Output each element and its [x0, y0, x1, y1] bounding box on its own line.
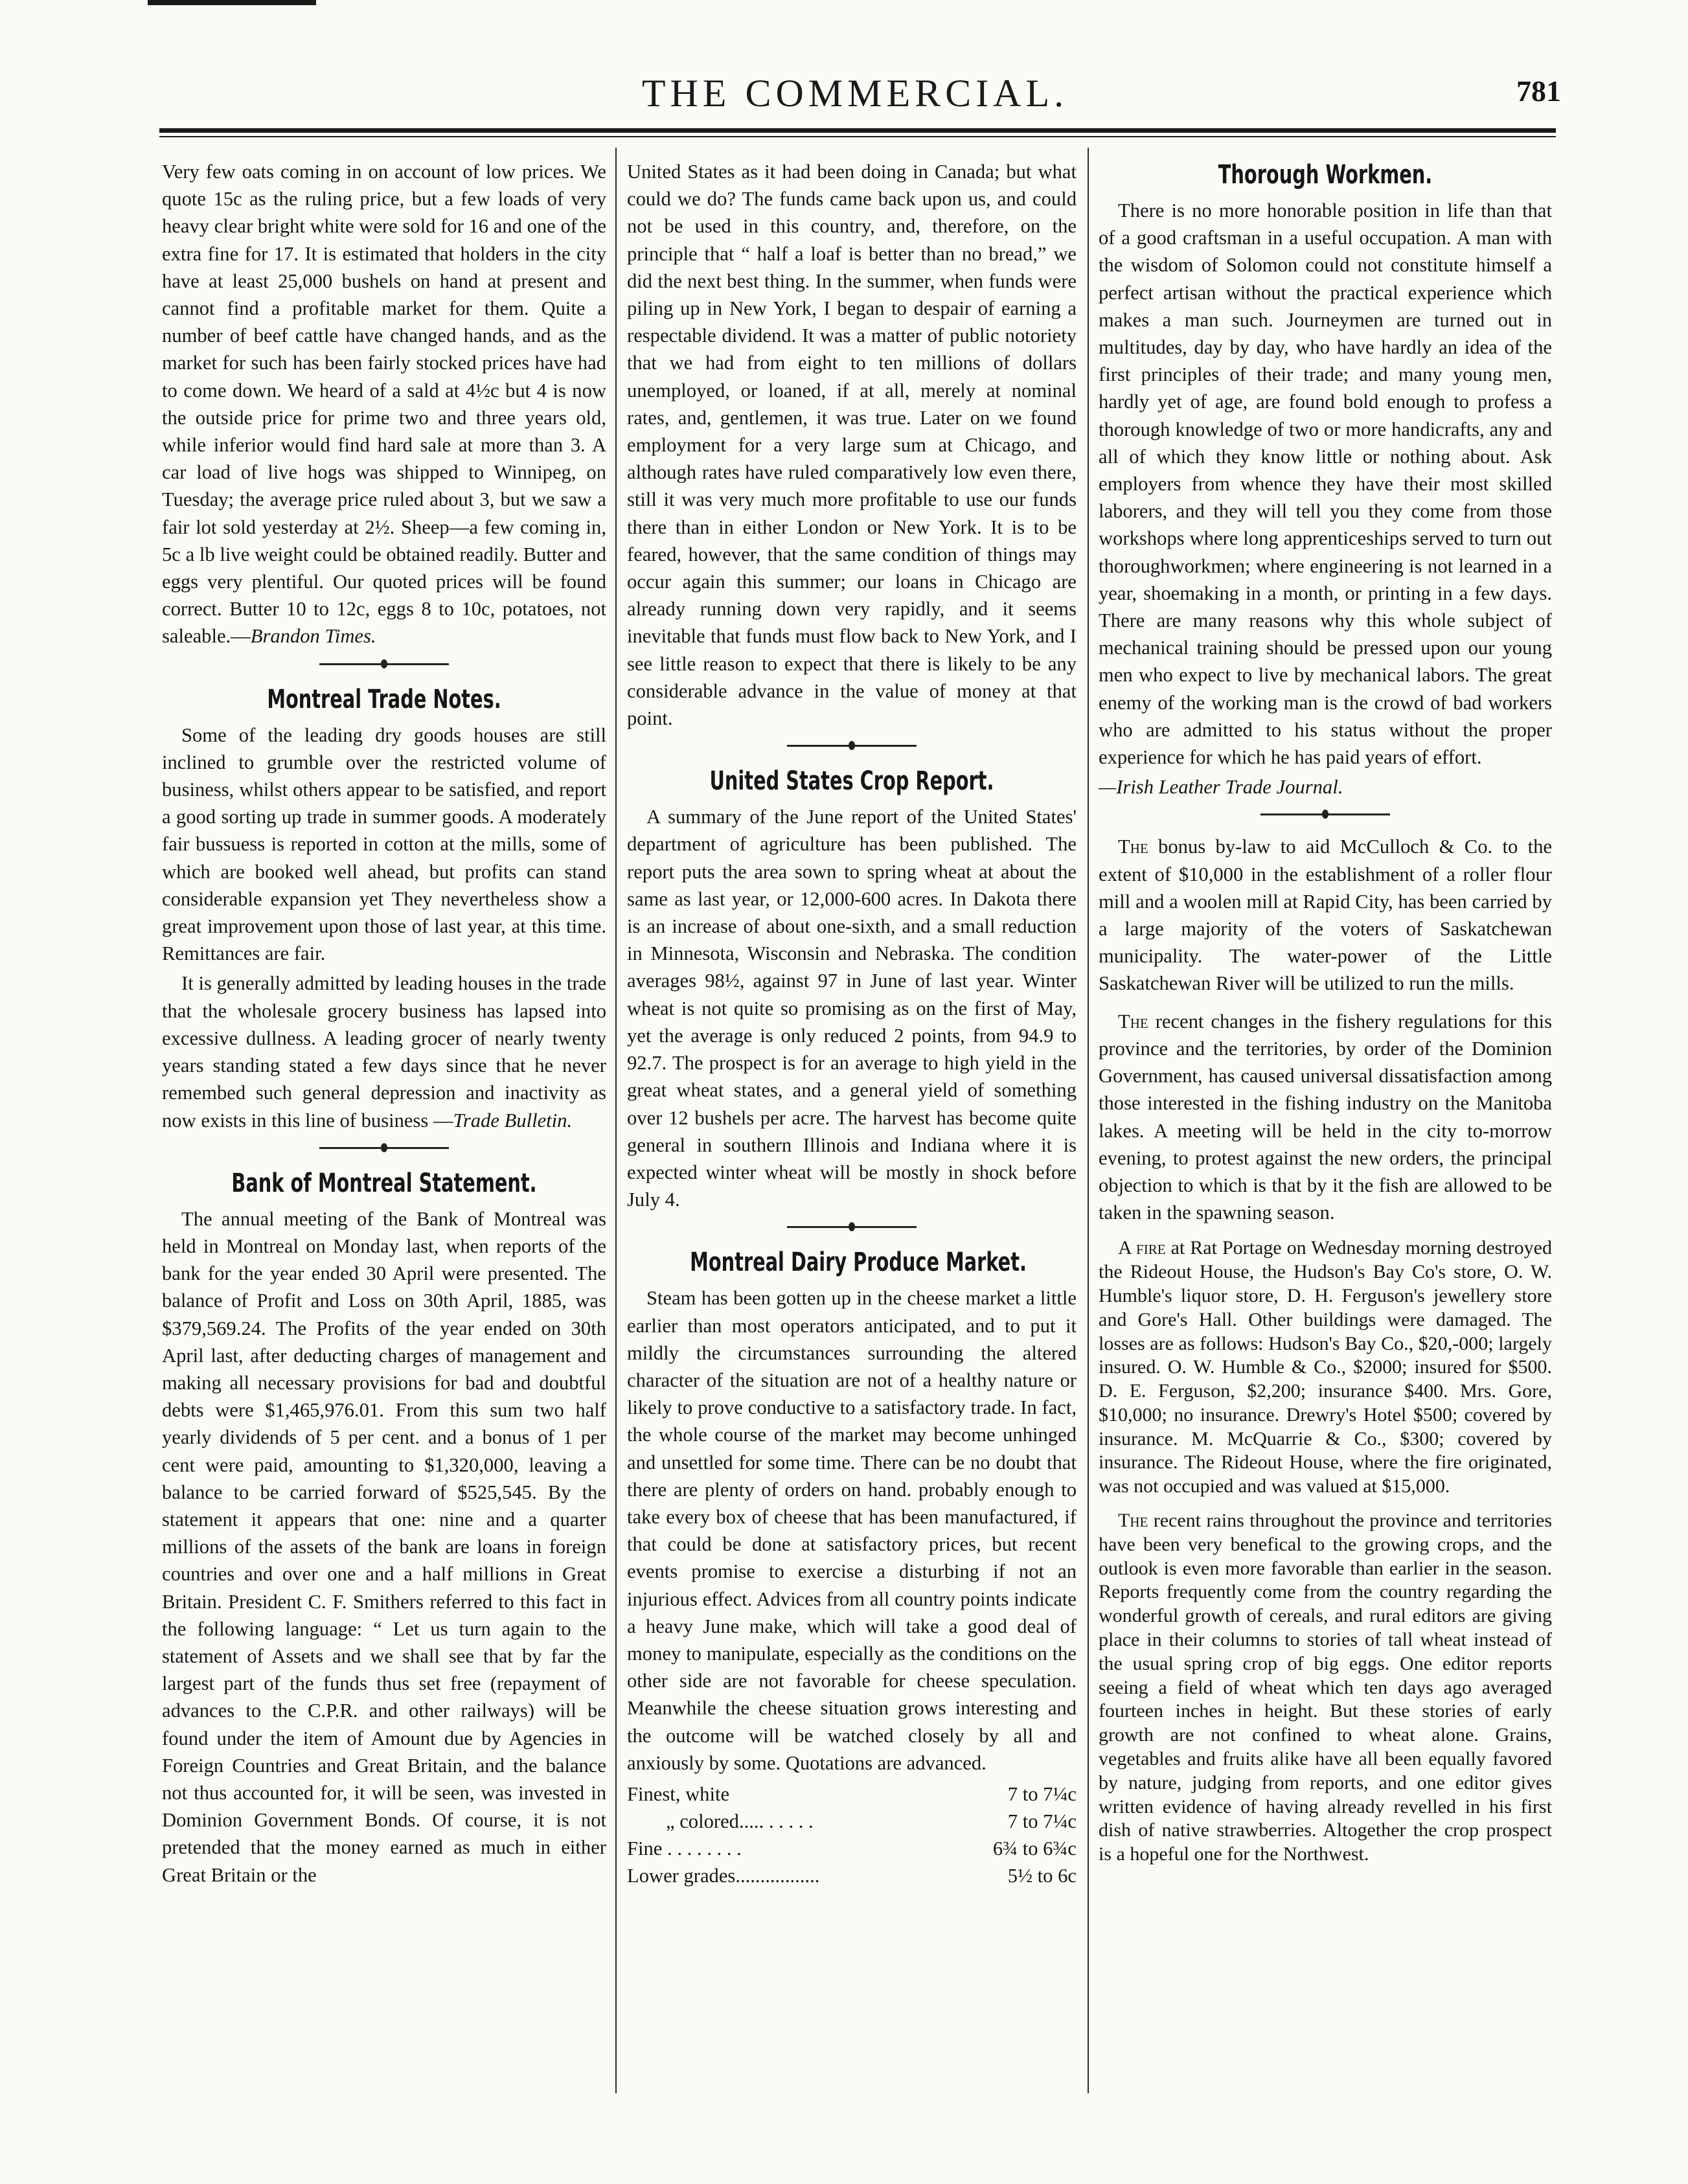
quotation-label: Finest, white	[627, 1782, 730, 1805]
headline-us-crop-report: United States Crop Report.	[709, 766, 994, 797]
section-divider	[162, 1138, 606, 1157]
quotation-label: Fine . . . . . . . .	[627, 1837, 742, 1860]
quotation-label: Lower grades.................	[627, 1864, 820, 1887]
article-paragraph: The annual meeting of the Bank of Montreal was held in Montreal on Monday last, when reports of the bank for the year ended 30 April were presented. The balance of Profit and Loss on 30th April, 1885, was $379,569.24. The Profits of the year ended on 30th April last, after deducting charges of management and making all necessary provisions for bad and doubtful debts were $1,465,976.01. From this sum two half yearly dividends of 5 per cent. and a bonus of 1 per cent were paid, amounting to $1,320,000, leaving a balance to be carried forward of $525,545. By the statement it appears that one: nine and a quarter millions of the assets of the bank are loans in foreign countries and over one and a half millions in Great Britain. President C. F. Smithers referred to this fact in the following language: “ Let us turn again to the statement of Assets and we shall see that by far the largest part of the funds thus set free (repayment of advances to the C.P.R. and other railways) will be found under the item of Amount due by Agencies in Foreign Countries and Great Britain, and the balance not thus accounted for, it will be seen, was invested in Dominion Government Bonds. Of course, it is not pretended that the money earned as much in either Great Britain or the	[162, 1207, 606, 1886]
masthead	[149, 71, 1561, 123]
headline-montreal-trade-notes: Montreal Trade Notes.	[267, 684, 501, 714]
article-source: Trade Bulletin.	[453, 1109, 573, 1132]
column-right	[1099, 158, 1552, 2101]
quotation-value: 5½ to 6c	[1007, 1864, 1077, 1887]
article-paragraph: There is no more honorable position in life than that of a good craftsman in a useful occupation. A man with the wisdom of Solomon could not constitute himself a perfect artisan without the practical experience which makes a man such. Journeymen are turned out in multitudes, day by day, who have hardly an idea of the first principles of their trade; and many young men, hardly yet of age, are found bold enough to profess a thorough knowledge of two or more handicrafts, any and all of which they know little or nothing about. Ask employers from whence they have their most skilled laborers, and they will tell you they come from those workshops where long apprenticeships served to turn out thoroughworkmen; where engineering is not learned in a year, shoemaking in a month, or printing in a few days. There are many reasons why this whole subject of mechanical training should be pressed upon our young men who expect to live by mechanical labors. The great enemy of the working man is the crowd of bad workers who are admitted to his status without the proper experience for which he has paid years of effort.	[1099, 199, 1552, 769]
column-divider	[615, 148, 617, 2093]
article-paragraph: The bonus by-law to aid McCulloch & Co. to the extent of $10,000 in the establishment of a roller flour mill and a woolen mill at Rapid City, has been carried by a large majority of the voters of Saskatchewan municipality. The water-power of the Little Saskatchewan River will be utilized to run the mills.	[1099, 836, 1552, 995]
quotation-row	[627, 1780, 1077, 1808]
article-paragraph: United States as it had been doing in Canada; but what could we do? The funds came back upon us, and could not be used in this country, and, therefore, on the principle that “ half a loaf is better than no bread,” we did the next best thing. In the summer, when funds were piling up in New York, I began to despair of earning a respectable dividend. It was a matter of public notoriety that we had from eight to ten millions of dollars unemployed, or loaned, if at all, merely at nominal rates, and, gentlemen, it was true. Later on we found employment for a very large sum at Chicago, and although rates have ruled comparatively low even there, still it was very much more profitable to use our funds there than in either London or New York. It is to be feared, however, that the same condition of things may occur again this summer; our loans in Chicago are already running down very rapidly, and it seems inevitable that funds must flow back to New York, and I see little reason to expect that there is likely to be any considerable advance in the value of money at that point.	[627, 161, 1077, 730]
section-divider	[1099, 804, 1552, 824]
headline-bank-of-montreal-statement: Bank of Montreal Statement.	[231, 1168, 537, 1198]
article-paragraph: A summary of the June report of the United States' department of agriculture has been published. The report puts the area sown to spring wheat at about the same as last year, or 12,000-600 acres. In Dakota there is an increase of about one-sixth, and a small reduction in Minnesota, Wisconsin and Nebraska. The condition averages 98½, against 97 in June of last year. Winter wheat is not quite so promising as on the first of May, yet the average is only reduced 2 points, from 94.9 to 92.7. The prospect is for an average to high yield in the great wheat states, and a general yield of something over 12 bushels per acre. The harvest has become quite general in southern Illinois and Indiana where it is expected winter wheat will be mostly in shock before July 4.	[627, 806, 1077, 1211]
column-divider	[1088, 148, 1089, 2093]
header-rule-thick	[159, 128, 1556, 133]
newspaper-title: THE COMMERCIAL.	[641, 72, 1069, 115]
section-divider	[627, 1217, 1077, 1236]
section-divider	[162, 654, 606, 674]
column-left	[162, 158, 606, 2101]
article-paragraph: The recent rains throughout the province and territories have been very benefical to the growing crops, and the outlook is even more favorable than earlier in the season. Reports frequently come from the country regarding the wonderful growth of cereals, and rural editors are giving place in their columns to stories of tall wheat instead of the usual spring crop of big eggs. One editor reports seeing a field of wheat which ten days ago averaged fourteen inches in height. But these stories of early growth are not confined to wheat alone. Grains, vegetables and fruits alike have all been equally favored by nature, judging from reports, and one editor gives written evidence of having already revelled in his first dish of native strawberries. Altogether the crop prospect is a hopeful one for the Northwest.	[1099, 1510, 1552, 1865]
header-rule-thin	[159, 136, 1556, 137]
quotation-value: 7 to 7¼c	[1007, 1810, 1077, 1832]
cheese-quotation-table	[627, 1780, 1077, 1889]
headline-thorough-workmen: Thorough Workmen.	[1218, 160, 1433, 190]
article-source: Brandon Times.	[250, 625, 376, 648]
quotation-row	[627, 1808, 1077, 1835]
column-middle	[627, 158, 1077, 2101]
top-edge-mark	[148, 0, 316, 5]
article-paragraph: The recent changes in the fishery regulations for this province and the territories, by order of the Dominion Government, has caused universal dissatisfaction among those interested in the fishing industry on the Manitoba lakes. A meeting will be held in the city to-morrow evening, to protest against the new orders, the principal objection to which is that by it the fish are allowed to be taken in the spawning season.	[1099, 1010, 1552, 1224]
page-number: 781	[1516, 74, 1561, 108]
quotation-row	[627, 1835, 1077, 1862]
article-paragraph: Very few oats coming in on account of low prices. We quote 15c as the ruling price, but a few loads of very heavy clear bright white were sold for 16 and one of the extra fine for 17. It is estimated that holders in the city have at least 25,000 bushels on hand at present and cannot find a profitable market for them. Quite a number of beef cattle have changed hands, and as the market for such has been fairly stocked prices have had to come down. We heard of a sald at 4½c but 4 is now the outside price for prime two and three years old, while inferior would find hard sale at more than 3. A car load of live hogs was shipped to Winnipeg, on Tuesday; the average price ruled about 3, but we saw a fair lot sold yesterday at 2½. Sheep—a few coming in, 5c a lb live weight could be obtained readily. Butter and eggs very plentiful. Our quoted prices will be found correct. Butter 10 to 12c, eggs 8 to 10c, potatoes, not saleable.—Brandon Times.	[162, 161, 606, 648]
section-divider	[627, 736, 1077, 755]
quotation-row	[627, 1862, 1077, 1889]
article-paragraph: A fire at Rat Portage on Wednesday morning destroyed the Rideout House, the Hudson's Bay Co's store, O. W. Humble's liquor store, D. H. Ferguson's jewellery store and Gore's Hall. Other buildings were damaged. The losses are as follows: Hudson's Bay Co., $20,-000; largely insured. O. W. Humble & Co., $2000; insured for $500. D. E. Ferguson, $2,200; insurance $400. Mrs. Gore, $10,000; no insurance. Drewry's Hotel $500; covered by insurance. M. McQuarrie & Co., $300; covered by insurance. The Rideout House, where the fire originated, was not occupied and was valued at $15,000.	[1099, 1237, 1552, 1497]
article-source: —Irish Leather Trade Journal.	[1099, 776, 1343, 799]
quotation-value: 7 to 7¼c	[1007, 1782, 1077, 1805]
quotation-value: 6¾ to 6¾c	[992, 1837, 1077, 1860]
article-paragraph: It is generally admitted by leading houses in the trade that the wholesale grocery business has lapsed into excessive dullness. A leading grocer of nearly twenty years standing stated a few days since that he never remembed such general depression and inactivity as now exists in this line of business —Trade Bulletin.	[162, 972, 606, 1132]
article-paragraph: Steam has been gotten up in the cheese market a little earlier than most operators anticipated, and to put it mildly the circumstances surrounding the altered character of the situation are not of a healthy nature or likely to prove conductive to a satisfactory trade. In fact, the whole course of the market may become unhinged and unsettled for some time. There can be no doubt that there are plenty of orders on hand. probably enough to take every box of cheese that has been manufactured, if that could be done at satisfactory prices, but recent events promise to exercise a disturbing if not an injurious effect. Advices from all country points indicate a heavy June make, which will take a good deal of money to manipulate, especially as the conditions on the other side are not favorable for cheese speculation. Meanwhile the cheese situation grows interesting and the outcome will be watched closely by all and anxiously by some. Quotations are advanced.	[627, 1287, 1077, 1774]
quotation-label: „ colored..... . . . . .	[666, 1810, 814, 1832]
article-paragraph: Some of the leading dry goods houses are still inclined to grumble over the restricted volume of business, whilst others appear to be satisfied, and report a good sorting up trade in summer goods. A moderately fair bussuess is reported in cotton at the mills, some of which are booked well ahead, but profits can stand considerable expansion yet They nevertheless show a great improvement upon those of last year, at this time. Remittances are fair.	[162, 723, 606, 965]
headline-montreal-dairy-produce-market: Montreal Dairy Produce Market.	[690, 1247, 1027, 1278]
